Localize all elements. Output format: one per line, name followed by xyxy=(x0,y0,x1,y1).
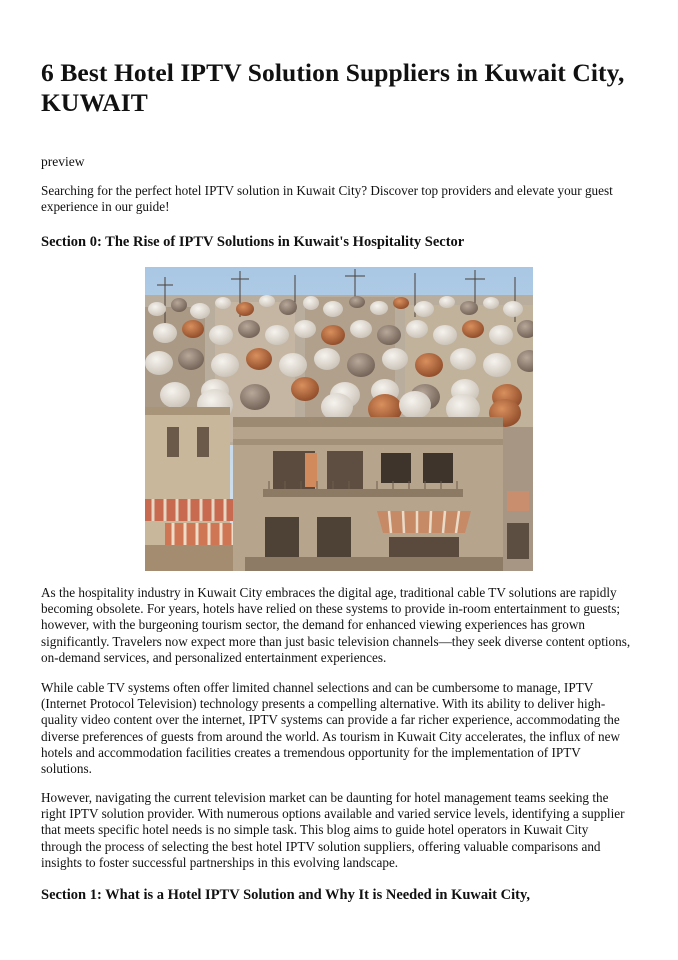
section-0-heading: Section 0: The Rise of IPTV Solutions in Kuwait's Hospitality Sector xyxy=(41,234,465,250)
page-title: 6 Best Hotel IPTV Solution Suppliers in Kuwait City, KUWAIT xyxy=(41,58,625,117)
intro-paragraph: Searching for the perfect hotel IPTV solution in Kuwait City? Discover top providers and elevate your guest experience in our guide! xyxy=(41,183,613,215)
rooftop-satellite-dishes-icon xyxy=(145,267,533,571)
section-1-heading: Section 1: What is a Hotel IPTV Solution and Why It is Needed in Kuwait City, xyxy=(41,887,531,903)
hero-image xyxy=(145,267,533,571)
paragraph-1: As the hospitality industry in Kuwait City embraces the digital age, traditional cable TV solutions are rapidly becoming obsolete. For years, hotels have relied on these systems to provide in-room entertainment to guests; however, with the burgeoning tourism sector, the demand for enhanced viewing experiences has grown significantly. Travelers now expect more than just basic television channels—they seek diverse content options, on-demand services, and personalized entertainment experiences. xyxy=(41,585,631,665)
paragraph-2: While cable TV systems often offer limited channel selections and can be cumbersome to manage, IPTV (Internet Protocol Television) technology presents a compelling alternative. With its ability to deliver high-quality video content over the internet, IPTV systems can provide a far richer experience, accommodating the diverse preferences of guests from around the world. As tourism in Kuwait City accelerates, the influx of new hotels and accommodation facilities creates a tremendous opportunity for the implementation of IPTV solutions. xyxy=(41,680,620,777)
preview-label: preview xyxy=(41,154,85,169)
paragraph-3: However, navigating the current television market can be daunting for hotel management teams seeking the right IPTV solution provider. With numerous options available and varied service levels, identifying a supplier that meets specific hotel needs is no simple task. This blog aims to guide hotel operators in Kuwait City through the process of selecting the best hotel IPTV solution suppliers, offering valuable comparisons and insights to foster successful partnerships in this evolving landscape. xyxy=(41,790,625,870)
